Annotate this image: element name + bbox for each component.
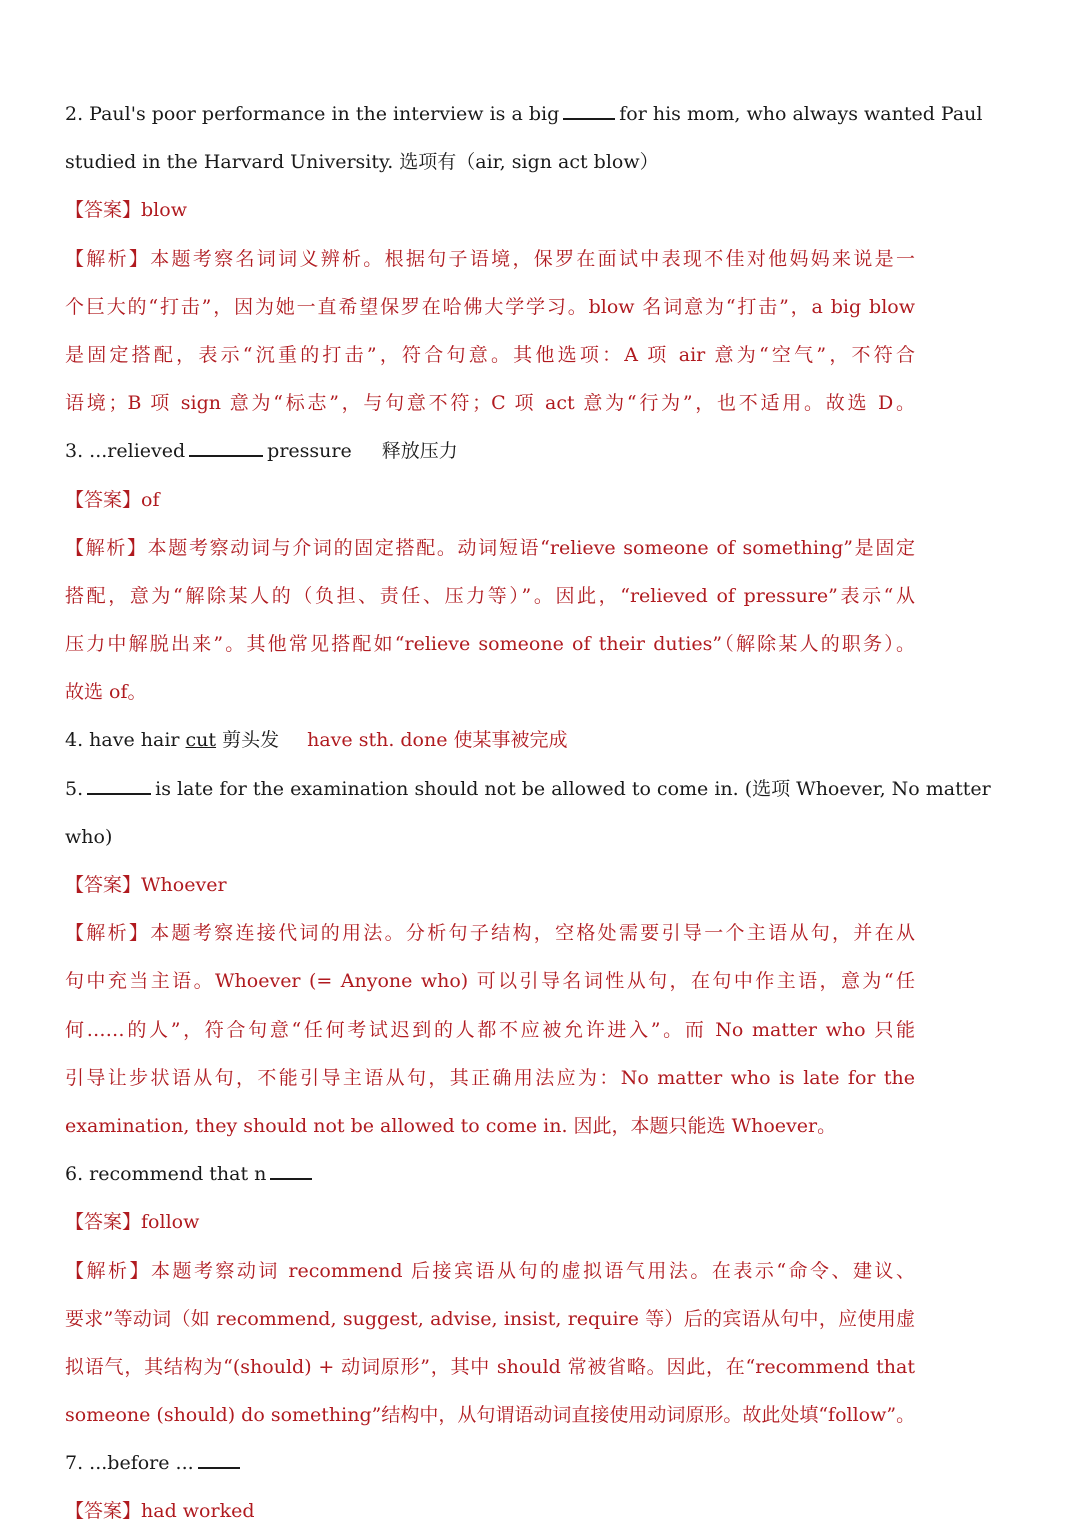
question-text: 4. have hair: [65, 729, 180, 752]
analysis-text: 本题考察动词 recommend 后接宾语从句的虚拟语气用法。在表示“命令、建议、: [150, 1259, 915, 1282]
analysis-3-line-1: [65, 524, 915, 572]
question-3: [65, 427, 915, 475]
analysis-5-line-3: [65, 1006, 915, 1054]
answer-value: of: [141, 488, 160, 511]
question-translation: 释放压力: [381, 440, 458, 463]
analysis-text: someone (should) do something”结构中，从句谓语动词直接使用动词原形。故此处填“follow”。: [65, 1404, 916, 1427]
analysis-text: examination, they should not be allowed to come in. 因此，本题只能选 Whoever。: [65, 1114, 837, 1137]
question-text: studied in the Harvard University. 选项有（air, sign act blow）: [65, 151, 659, 174]
analysis-text: 语境；B 项 sign 意为“标志”，与句意不符；C 项 act 意为“行为”，也不适用。故选 D。: [65, 392, 915, 415]
analysis-3-line-2: [65, 572, 915, 620]
analysis-label: 【解析】: [65, 247, 151, 270]
answer-3: [65, 476, 915, 524]
analysis-text: 本题考察动词与介词的固定搭配。动词短语“relieve someone of something”是固定: [147, 536, 915, 559]
analysis-text: 故选 of。: [65, 681, 147, 704]
question-text: 3. ...relieved: [65, 440, 186, 463]
analysis-text: 引导让步状语从句，不能引导主语从句，其正确用法应为：No matter who is late for the: [65, 1066, 915, 1089]
analysis-5-line-1: [65, 909, 915, 957]
question-4: [65, 716, 915, 764]
question-2-line-1: [65, 90, 983, 138]
analysis-5-line-4: [65, 1054, 915, 1102]
analysis-3-line-4: [65, 668, 915, 716]
underlined-word: cut: [185, 729, 217, 752]
analysis-2-line-3: [65, 331, 915, 379]
question-7: [65, 1439, 915, 1487]
question-6: [65, 1150, 915, 1198]
question-text: is late for the examination should not be allowed to come in. (选项 Whoever, No matter: [155, 777, 991, 800]
answer-2: [65, 186, 915, 234]
answer-blank: [87, 792, 151, 795]
answer-label: 【答案】: [65, 874, 142, 896]
analysis-5-line-2: [65, 957, 915, 1005]
analysis-text: 搭配，意为“解除某人的（负担、责任、压力等）”。因此，“relieved of pressure”表示“从: [65, 584, 915, 607]
answer-blank: [270, 1177, 312, 1180]
question-text: for his mom, who always wanted Paul: [619, 103, 983, 125]
analysis-3-line-3: [65, 620, 915, 668]
analysis-5-line-5: [65, 1102, 915, 1150]
analysis-label: 【解析】: [65, 922, 151, 945]
answer-blank: [563, 117, 615, 120]
question-2-line-2: [65, 138, 915, 186]
grammar-note: have sth. done 使某事被完成: [307, 729, 568, 752]
analysis-text: 拟语气，其结构为“(should) + 动词原形”，其中 should 常被省略。因此，在“recommend that: [65, 1355, 915, 1378]
analysis-text: 个巨大的“打击”，因为她一直希望保罗在哈佛大学学习。blow 名词意为“打击”，a big blow: [65, 295, 915, 318]
analysis-text: 要求”等动词（如 recommend, suggest, advise, insist, require 等）后的宾语从句中，应使用虚: [65, 1307, 915, 1330]
question-text: 5.: [65, 777, 84, 800]
question-5-line-2: [65, 813, 915, 861]
answer-blank: [198, 1466, 240, 1469]
answer-value: follow: [141, 1211, 200, 1234]
analysis-text: 压力中解脱出来”。其他常见搭配如“relieve someone of their duties”（解除某人的职务）。: [65, 633, 915, 656]
question-text: 7. ...before ...: [65, 1452, 194, 1475]
answer-value: had worked: [141, 1500, 255, 1523]
analysis-label: 【解析】: [65, 1259, 151, 1282]
answer-value: Whoever: [141, 874, 227, 896]
analysis-text: 本题考察连接代词的用法。分析句子结构，空格处需要引导一个主语从句，并在从: [150, 922, 915, 945]
analysis-6-line-3: [65, 1343, 915, 1391]
question-text: 6. recommend that n: [65, 1163, 267, 1186]
analysis-6-line-4: [65, 1391, 915, 1439]
answer-label: 【答案】: [65, 1211, 142, 1234]
analysis-2-line-4: [65, 379, 915, 427]
answer-label: 【答案】: [65, 199, 142, 222]
analysis-2-line-2: [65, 283, 915, 331]
answer-7: [65, 1487, 915, 1535]
answer-label: 【答案】: [65, 1500, 142, 1523]
answer-5: [65, 861, 915, 909]
analysis-text: 何……的人”，符合句意“任何考试迟到的人都不应被允许进入”。而 No matter who 只能: [65, 1018, 915, 1041]
question-translation: 剪头发: [222, 729, 280, 752]
answer-label: 【答案】: [65, 488, 142, 511]
analysis-text: 句中充当主语。Whoever (= Anyone who) 可以引导名词性从句，在句中作主语，意为“任: [65, 970, 915, 993]
analysis-label: 【解析】: [65, 536, 148, 559]
question-text: pressure: [267, 440, 352, 463]
analysis-2-line-1: [65, 235, 915, 283]
question-text: who): [65, 825, 113, 848]
analysis-text: 是固定搭配，表示“沉重的打击”，符合句意。其他选项：A 项 air 意为“空气”，不符合: [65, 343, 915, 366]
analysis-6-line-2: [65, 1295, 915, 1343]
analysis-6-line-1: [65, 1247, 915, 1295]
analysis-text: 本题考察名词词义辨析。根据句子语境，保罗在面试中表现不佳对他妈妈来说是一: [150, 247, 915, 270]
question-5-line-1: [65, 765, 991, 813]
answer-value: blow: [141, 199, 187, 222]
answer-6: [65, 1198, 915, 1246]
answer-blank: [189, 454, 263, 457]
question-text: 2. Paul's poor performance in the interview is a big: [65, 103, 560, 125]
